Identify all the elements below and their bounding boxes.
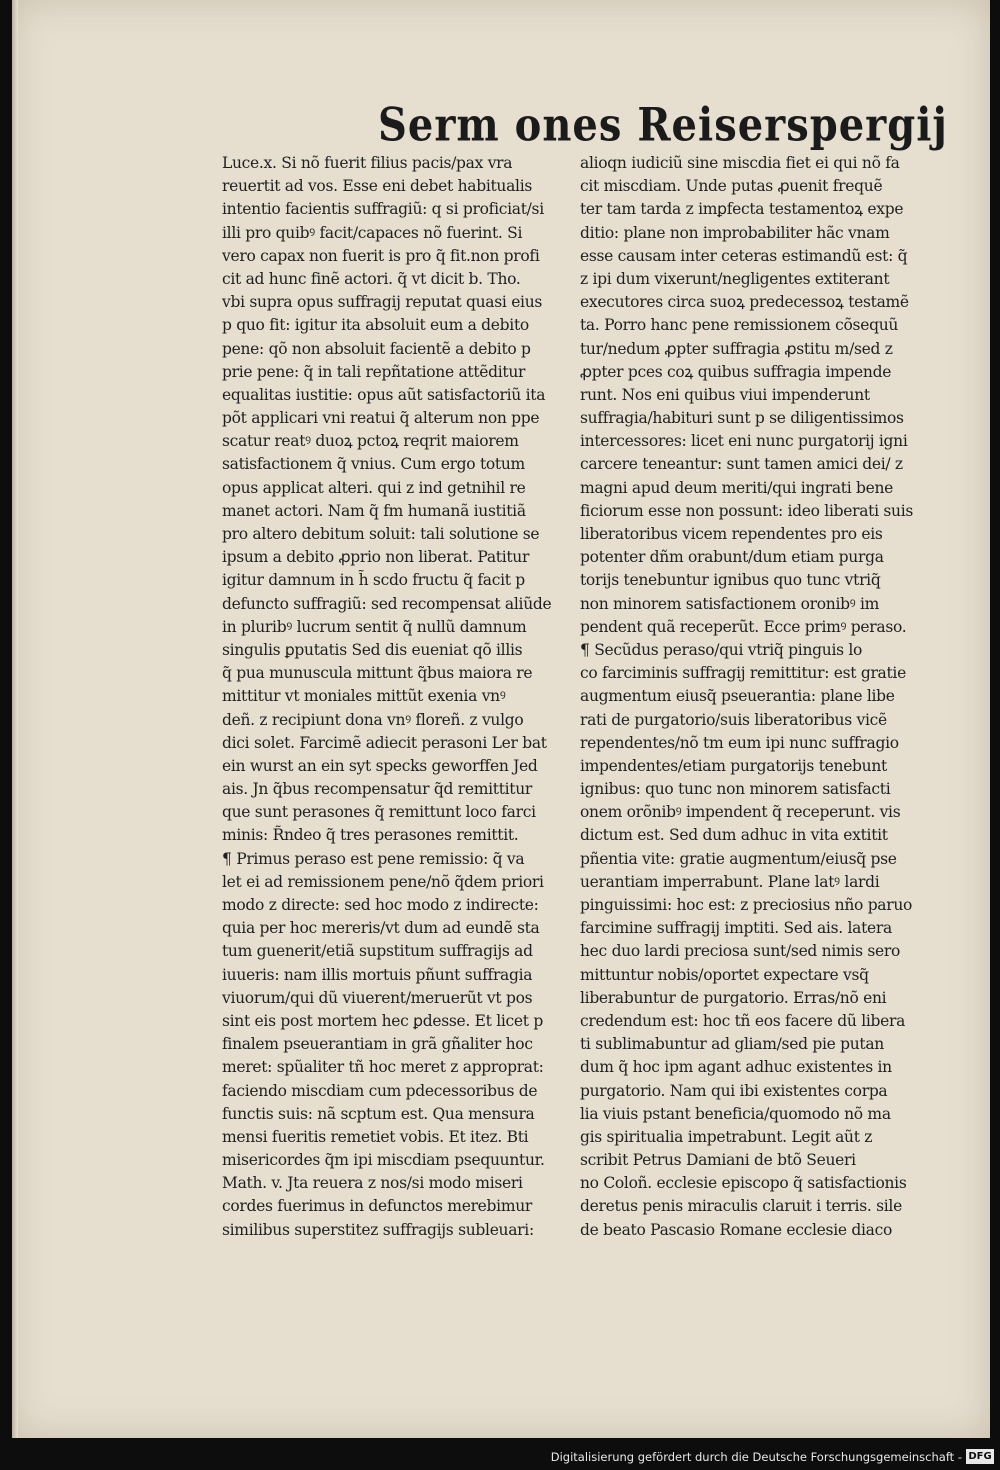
text-line: defuncto suffragiũ: sed recompensat aliũde bbox=[222, 594, 552, 613]
text-line: pñentia vite: gratie augmentum/eiusq̃ pse bbox=[580, 849, 897, 868]
text-line: minis: R̃ndeo q̃ tres perasones remittit. bbox=[222, 826, 519, 845]
text-line: mensi fueritis remetiet vobis. Et itez. Bti bbox=[222, 1127, 529, 1146]
text-line: ais. Jn q̃bus recompensatur q̃d remittitur bbox=[222, 780, 532, 799]
text-line: ti sublimabuntur ad gliam/sed pie putan bbox=[580, 1035, 884, 1054]
text-line: viuorum/qui dũ viuerent/meruerũt vt pos bbox=[222, 988, 533, 1007]
text-line: ditio: plane non improbabiliter hãc vnam bbox=[580, 223, 890, 242]
text-line: dici solet. Farcimẽ adiecit perasoni Ler bat bbox=[222, 733, 547, 752]
text-line: tum guenerit/etiã supstitum suffragijs ad bbox=[222, 942, 533, 961]
text-line: credendum est: hoc tñ eos facere dũ libera bbox=[580, 1011, 906, 1030]
text-line: in pluribꝰ lucrum sentit q̃ nullũ damnum bbox=[222, 617, 527, 636]
text-line: ignibus: quo tunc non minorem satisfacti bbox=[580, 780, 891, 799]
text-line: augmentum eiusq̃ pseuerantia: plane libe bbox=[580, 687, 895, 706]
text-line: iuueris: nam illis mortuis pñunt suffragia bbox=[222, 965, 533, 984]
text-line: quia per hoc mereris/vt dum ad eundẽ sta bbox=[222, 919, 540, 938]
text-line: ein wurst an ein syt specks geworffen Jed bbox=[222, 756, 538, 775]
text-line: intentio facientis suffragiũ: q si proficiat/si bbox=[222, 200, 544, 219]
running-header: Serm ones Reiserspergij bbox=[378, 98, 948, 153]
text-line: misericordes q̃m ipi miscdiam psequuntur. bbox=[222, 1151, 545, 1170]
text-line: pro altero debitum soluit: tali solutione se bbox=[222, 525, 540, 543]
text-line: q̃ pua munuscula mittunt q̃bus maiora re bbox=[222, 664, 533, 683]
page-edge bbox=[12, 0, 18, 1438]
text-line: esse causam inter ceteras estimandũ est: q̃ bbox=[580, 246, 908, 265]
text-line: mittitur vt moniales mittũt exenia vnꝰ bbox=[222, 687, 506, 706]
text-line: de beato Pascasio Romane ecclesie diaco bbox=[580, 1220, 892, 1239]
text-line: illi pro quibꝰ facit/capaces nõ fuerint. Si bbox=[222, 223, 523, 242]
text-line: ficiorum esse non possunt: ideo liberati suis bbox=[580, 501, 914, 520]
text-line: executores circa suoꝝ predecessoꝝ testamẽ bbox=[580, 293, 909, 312]
text-line: sint eis post mortem hec ꝑdesse. Et licet p bbox=[222, 1011, 543, 1030]
text-line: manet actori. Nam q̃ fm humanã iustitiã bbox=[222, 501, 526, 520]
text-line: satisfactionem q̃ vnius. Cum ergo totum bbox=[222, 455, 525, 474]
text-line: farcimine suffragij imptiti. Sed ais. latera bbox=[580, 919, 892, 938]
text-line: vbi supra opus suffragij reputat quasi eius bbox=[222, 293, 543, 312]
text-line: uerantiam imperrabunt. Plane latꝰ lardi bbox=[580, 872, 880, 891]
text-line: magni apud deum meriti/qui ingrati bene bbox=[580, 478, 894, 497]
text-line: Luce.x. Si nõ fuerit filius pacis/pax vra bbox=[222, 154, 513, 172]
text-line: meret: spũaliter tñ hoc meret z approprat: bbox=[222, 1058, 544, 1077]
text-line: ¶ Primus peraso est pene remissio: q̃ va bbox=[222, 849, 525, 868]
funding-notice: Digitalisierung gefördert durch die Deutsche Forschungsgemeinschaft - bbox=[550, 1450, 962, 1464]
text-line: non minorem satisfactionem oronibꝰ im bbox=[580, 594, 880, 613]
text-line: deretus penis miraculis claruit i terris. sile bbox=[580, 1197, 902, 1216]
text-line: impendentes/etiam purgatorijs tenebunt bbox=[580, 756, 887, 775]
text-line: intercessores: licet eni nunc purgatorij igni bbox=[580, 432, 908, 451]
text-line: rati de purgatorio/suis liberatoribus vicẽ bbox=[580, 710, 887, 729]
text-line: põt applicari vni reatui q̃ alterum non ppe bbox=[222, 409, 540, 428]
text-line: cit ad hunc finẽ actori. q̃ vt dicit b. Tho. bbox=[222, 269, 521, 288]
text-line: carcere teneantur: sunt tamen amici dei/ z bbox=[580, 455, 903, 474]
text-line: functis suis: nã scptum est. Qua mensura bbox=[222, 1104, 535, 1123]
text-line: ¶ Secũdus peraso/qui vtriq̃ pinguis lo bbox=[580, 640, 863, 659]
text-line: potenter dñm orabunt/dum etiam purga bbox=[580, 548, 884, 567]
text-line: pendent quã receperũt. Ecce primꝰ peraso. bbox=[580, 617, 907, 636]
text-line: ta. Porro hanc pene remissionem cõsequũ bbox=[580, 316, 899, 335]
text-line: singulis ꝑputatis Sed dis eueniat qõ illis bbox=[222, 640, 523, 659]
text-line: cit miscdiam. Unde putas ꝓuenit frequẽ bbox=[580, 177, 883, 196]
text-line: ter tam tarda z imꝑfecta testamentoꝝ expe bbox=[580, 200, 904, 219]
text-line: alioqn iudiciũ sine miscdia fiet ei qui nõ fa bbox=[580, 154, 900, 172]
text-line: pinguissimi: hoc est: z preciosius nño paruo bbox=[580, 896, 913, 914]
text-line: igitur damnum in h̃ scdo fructu q̃ facit p bbox=[222, 571, 525, 590]
text-line: scatur reatꝰ duoꝝ pctoꝝ reqrit maiorem bbox=[222, 432, 519, 451]
text-line: reuertit ad vos. Esse eni debet habitualis bbox=[222, 177, 533, 196]
text-line: opus applicat alteri. qui z ind getnihil re bbox=[222, 478, 526, 497]
text-line: ipsum a debito ꝓprio non liberat. Patitur bbox=[222, 548, 530, 567]
text-line: liberatoribus vicem rependentes pro eis bbox=[580, 525, 883, 543]
text-line: hec duo lardi preciosa sunt/sed nimis sero bbox=[580, 942, 901, 961]
text-line: purgatorio. Nam qui ibi existentes corpa bbox=[580, 1081, 888, 1100]
text-line: prie pene: q̃ in tali repñtatione attẽditur bbox=[222, 362, 526, 381]
text-line: vero capax non fuerit is pro q̃ fit.non profi bbox=[222, 246, 540, 265]
text-line: p quo fit: igitur ita absoluit eum a debito bbox=[222, 316, 529, 335]
dfg-logo: DFG bbox=[966, 1449, 994, 1464]
text-line: dum q̃ hoc ipm agant adhuc existentes in bbox=[580, 1058, 892, 1077]
text-line: z ipi dum vixerunt/negligentes extiterant bbox=[580, 269, 890, 288]
text-line: scribit Petrus Damiani de btõ Seueri bbox=[580, 1151, 856, 1170]
text-line: suffragia/habituri sunt p se diligentissimos bbox=[580, 409, 904, 428]
text-line: lia viuis pstant beneficia/quomodo nõ ma bbox=[580, 1104, 891, 1123]
text-line: cordes fuerimus in defunctos merebimur bbox=[222, 1197, 533, 1216]
text-line: onem orõnibꝰ impendent q̃ receperunt. vis bbox=[580, 803, 901, 822]
text-column-right bbox=[580, 152, 932, 1242]
text-line: pene: qõ non absoluit facientẽ a debito p bbox=[222, 339, 531, 358]
text-line: tur/nedum ꝓpter suffragia ꝓstitu m/sed z bbox=[580, 339, 893, 358]
text-line: liberabuntur de purgatorio. Erras/nõ eni bbox=[580, 988, 887, 1007]
text-line: que sunt perasones q̃ remittunt loco farci bbox=[222, 803, 536, 822]
text-line: deñ. z recipiunt dona vnꝰ floreñ. z vulgo bbox=[222, 710, 524, 729]
text-line: equalitas iustitie: opus aũt satisfactoriũ ita bbox=[222, 385, 546, 404]
text-column-left bbox=[222, 152, 570, 1242]
text-line: mittuntur nobis/oportet expectare vsq̃ bbox=[580, 965, 869, 984]
text-line: modo z directe: sed hoc modo z indirecte: bbox=[222, 896, 539, 914]
text-line: dictum est. Sed dum adhuc in vita extitit bbox=[580, 826, 888, 845]
text-line: no Coloñ. ecclesie episcopo q̃ satisfactionis bbox=[580, 1174, 907, 1193]
text-line: similibus superstitez suffragijs subleuari: bbox=[222, 1220, 534, 1239]
text-line: ꝓpter pces coꝝ quibus suffragia impende bbox=[580, 362, 892, 381]
text-line: faciendo miscdiam cum pdecessoribus de bbox=[222, 1081, 538, 1100]
text-line: runt. Nos eni quibus viui impenderunt bbox=[580, 385, 870, 404]
text-line: co farciminis suffragij remittitur: est gratie bbox=[580, 664, 906, 683]
text-line: gis spiritualia impetrabunt. Legit aũt z bbox=[580, 1127, 873, 1146]
text-line: let ei ad remissionem pene/nõ q̃dem priori bbox=[222, 872, 544, 891]
text-line: Math. v. Jta reuera z nos/si modo miseri bbox=[222, 1174, 523, 1193]
text-line: torijs tenebuntur ignibus quo tunc vtriq̃ bbox=[580, 571, 881, 590]
text-line: finalem pseuerantiam in grã gñaliter hoc bbox=[222, 1035, 533, 1054]
text-line: rependentes/nõ tm eum ipi nunc suffragio bbox=[580, 733, 899, 752]
